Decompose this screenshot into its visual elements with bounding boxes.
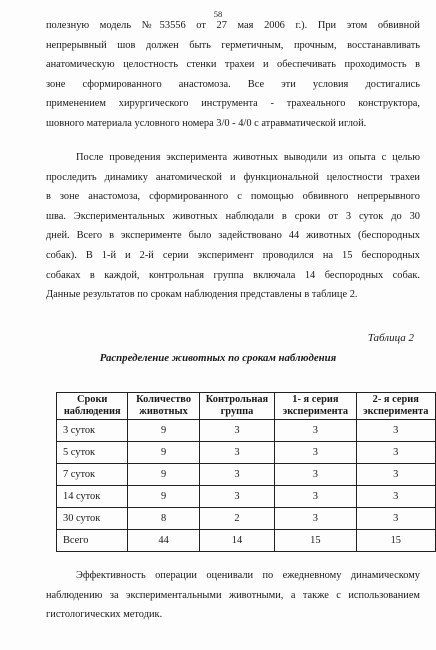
table-row — [57, 508, 436, 530]
table-cell: 3 — [199, 420, 274, 442]
paragraph-2 — [46, 148, 420, 305]
table-title: Распределение животных по срокам наблюдения — [99, 352, 337, 364]
text-line: полезную модель №53556 от 27 мая 2006 г.). При этом обвивной — [46, 20, 420, 31]
text-line: анатомическую целостность стенки трахеи и обеспечивать проходимость в — [46, 59, 420, 71]
text-line: гистологических методик. — [46, 609, 163, 621]
table-cell: 3 — [356, 420, 435, 442]
table-cell: 3 — [275, 442, 356, 464]
text-line: После проведения эксперимента животных выводили из опыта с целью — [76, 152, 420, 163]
text-line: шовного материала условного номера 3/0 - 4/0 с атравматической иглой. — [46, 117, 367, 129]
table-cell: 30 суток — [57, 508, 128, 530]
table-cell: 2 — [199, 508, 274, 530]
header-series-1: 1- я серия эксперимента — [275, 393, 356, 420]
page-number: 58 — [213, 9, 223, 19]
table-cell: 44 — [128, 530, 199, 552]
table-row — [57, 486, 436, 508]
table-cell: 8 — [128, 508, 199, 530]
table-header-row — [57, 393, 436, 420]
text-line: собак). В 1-й и 2-й серии эксперимент проводился на 15 беспородных — [46, 249, 420, 261]
table-cell: 3 — [356, 442, 435, 464]
text-line: Данные результатов по срокам наблюдения представлены в таблице 2. — [46, 289, 358, 301]
table-cell: 3 — [275, 508, 356, 530]
header-control-group: Контрольная группа — [199, 393, 274, 420]
text-line: проследить динамику анатомической и функциональной целостности трахеи — [46, 171, 420, 183]
text-line: применением хирургического инструмента - трахеального конструктора, — [46, 98, 420, 110]
table-total-row — [57, 530, 436, 552]
paragraph-3 — [46, 566, 420, 625]
table-cell: 9 — [128, 464, 199, 486]
text-line: шва. Экспериментальных животных наблюдали в сроки от 3 суток до 30 — [46, 210, 420, 222]
table-cell: 3 — [199, 442, 274, 464]
text-line: непрерывный шов должен быть герметичным, прочным, восстанавливать — [46, 39, 420, 51]
paragraph-1 — [46, 16, 420, 134]
text-line: Эффективность операции оценивали по ежедневному динамическому — [76, 570, 420, 581]
text-line: в зоне анастомоза, сформированного с помощью обвивного непрерывного — [46, 191, 420, 203]
text-line: зоне сформированного анастомоза. Все эти условия достигались — [46, 78, 420, 90]
table-cell: 9 — [128, 442, 199, 464]
table-cell: 3 — [356, 464, 435, 486]
table-cell: 15 — [356, 530, 435, 552]
table-cell: 14 — [199, 530, 274, 552]
table-cell: 15 — [275, 530, 356, 552]
header-series-2: 2- я серия эксперимента — [356, 393, 435, 420]
header-animal-count: Количество животных — [128, 393, 199, 420]
table-cell: 3 — [275, 464, 356, 486]
table-cell: 9 — [128, 486, 199, 508]
header-observation-period: Сроки наблюдения — [57, 393, 128, 420]
text-line: наблюдению за экспериментальными животными, а также с использованием — [46, 589, 420, 601]
table-label: Таблица 2 — [367, 332, 414, 344]
table-cell: 3 суток — [57, 420, 128, 442]
table-row — [57, 464, 436, 486]
table-cell: 3 — [199, 486, 274, 508]
table-cell: Всего — [57, 530, 128, 552]
table-cell: 5 суток — [57, 442, 128, 464]
table-cell: 3 — [199, 464, 274, 486]
table-row — [57, 442, 436, 464]
table-cell: 3 — [275, 486, 356, 508]
table-cell: 7 суток — [57, 464, 128, 486]
table-cell: 3 — [356, 508, 435, 530]
table-cell: 14 суток — [57, 486, 128, 508]
text-line: собаках в каждой, контрольная группа включала 14 беспородных собак. — [46, 269, 420, 281]
text-line: дней. Всего в эксперименте было задействовано 44 животных (беспородных — [46, 230, 420, 242]
table-cell: 9 — [128, 420, 199, 442]
table-cell: 3 — [356, 486, 435, 508]
observation-table — [56, 392, 436, 552]
table-cell: 3 — [275, 420, 356, 442]
table-row — [57, 420, 436, 442]
